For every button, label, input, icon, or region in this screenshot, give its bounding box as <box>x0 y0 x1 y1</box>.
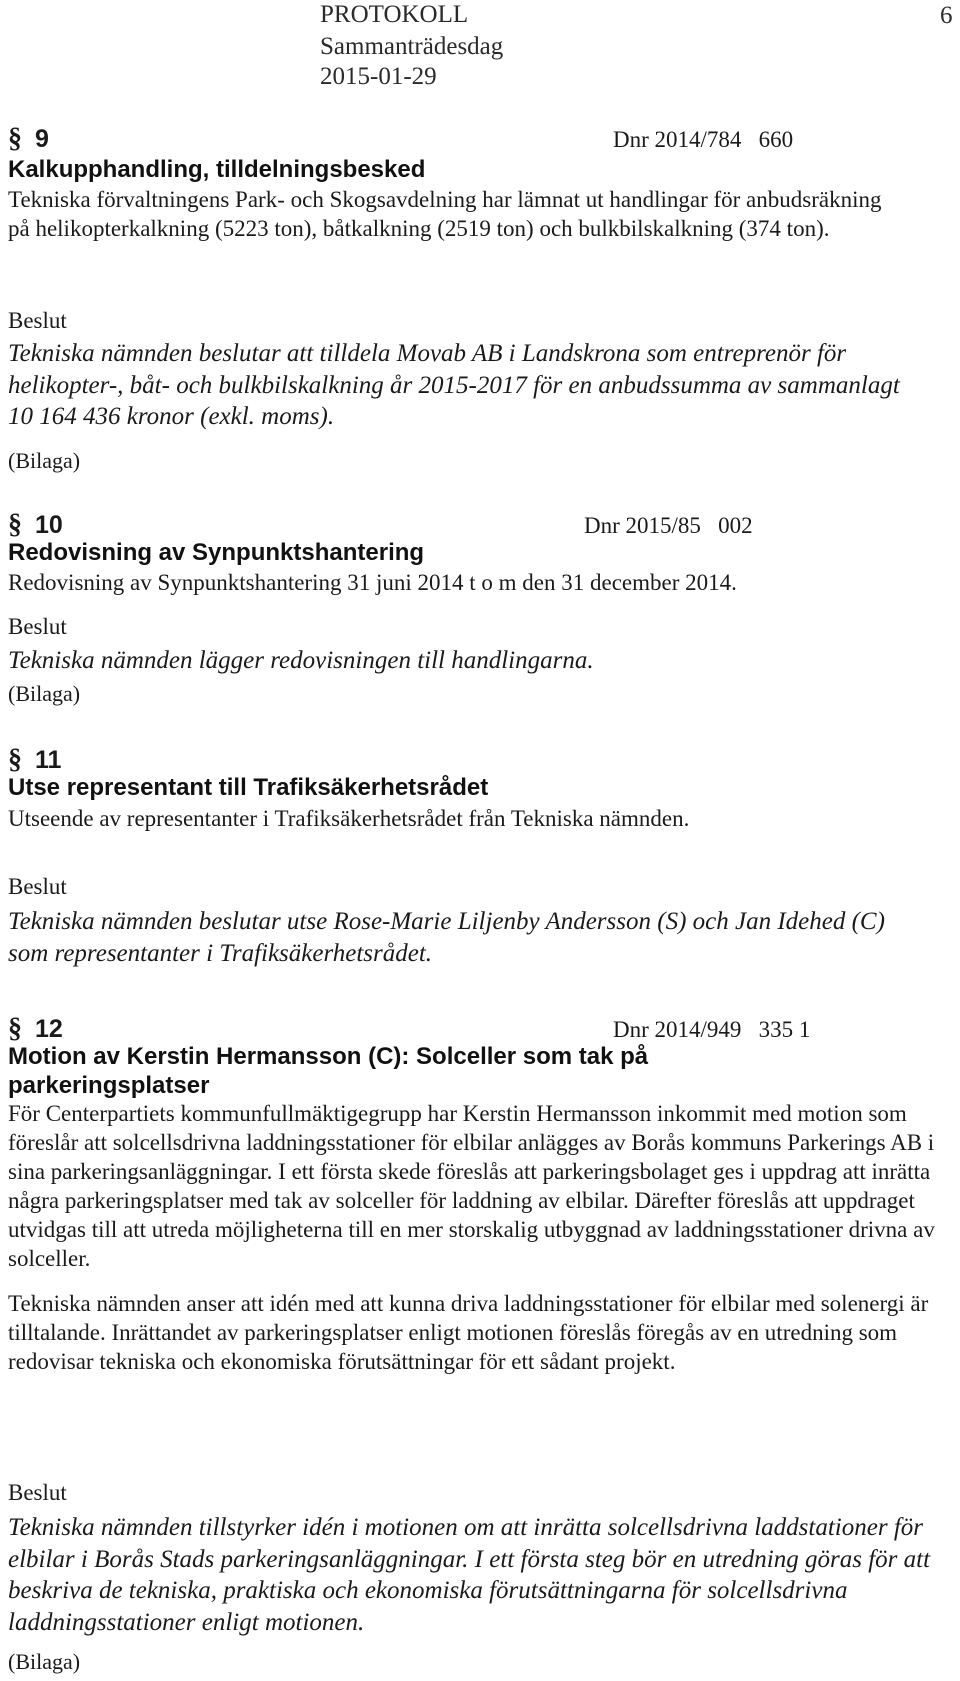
section-number: 10 <box>35 511 63 539</box>
paragraph-symbol: § <box>8 744 22 775</box>
page-number: 6 <box>940 2 953 29</box>
bilaga-note: (Bilaga) <box>8 681 81 706</box>
section-body: Tekniska förvaltningens Park- och Skogsavdelning har lämnat ut handlingar för anbudsräkning på helikopterkalkning (5223 ton), båtkalkning (2519 ton) och bulkbilskalkning (374 ton). <box>8 187 882 241</box>
bilaga-note: (Bilaga) <box>8 1649 81 1674</box>
beslut-label: Beslut <box>8 614 67 639</box>
beslut-label: Beslut <box>8 1480 67 1505</box>
section-title: Utse representant till Trafiksäkerhetsrådet <box>8 774 489 801</box>
section-body: Utseende av representanter i Trafiksäkerhetsrådet från Tekniska nämnden. <box>8 806 690 831</box>
decision-text: Tekniska nämnden tillstyrker idén i motionen om att inrätta solcellsdrivna laddstationer för elbilar i Borås Stads parkeringsanläggningar. I ett första steg bör en utredning göras för att beskriva de tekniska, praktiska och ekonomiska förutsättningarna för solcellsdrivna laddningsstationer enligt motionen. <box>8 1514 931 1636</box>
section-body-2: Tekniska nämnden anser att idén med att kunna driva laddningsstationer för elbilar med solenergi är tilltalande. Inrättandet av parkeringsplatser enligt motionen föreslås föregås av en utredning som redovisar tekniska och ekonomiska förutsättningar för ett sådant projekt. <box>8 1291 929 1374</box>
decision-text: Tekniska nämnden beslutar att tilldela Movab AB i Landskrona som entreprenör för helikopter-, båt- och bulkbilskalkning år 2015-2017 för en anbudssumma av sammanlagt 10 164 436 kronor (exkl. moms). <box>8 340 900 430</box>
section-number: 9 <box>35 125 49 153</box>
paragraph-symbol: § <box>8 123 22 154</box>
dnr-reference: Dnr 2014/784 660 <box>613 127 794 152</box>
meeting-date: 2015-01-29 <box>320 63 437 90</box>
section-heading <box>8 509 943 541</box>
beslut-label: Beslut <box>8 874 67 899</box>
bilaga-note: (Bilaga) <box>8 448 81 473</box>
section-heading <box>8 123 943 155</box>
section-body: Redovisning av Synpunktshantering 31 juni 2014 t o m den 31 december 2014. <box>8 570 737 595</box>
section-title: Redovisning av Synpunktshantering <box>8 539 425 566</box>
section-number: 11 <box>35 746 62 774</box>
dnr-reference: Dnr 2014/949 335 1 <box>613 1017 811 1042</box>
meeting-label: Sammanträdesdag <box>320 33 504 60</box>
section-number: 12 <box>35 1015 63 1043</box>
section-heading <box>8 744 943 776</box>
dnr-reference: Dnr 2015/85 002 <box>584 513 753 538</box>
section-body: För Centerpartiets kommunfullmäktigegrupp har Kerstin Hermansson inkommit med motion som föreslår att solcellsdrivna laddningsstationer för elbilar anlägges av Borås kommuns Parkerings AB i sina parkeringsanläggningar. I ett första skede föreslås att parkeringsbolaget ges i uppdrag att inrätta några parkeringsplatser med tak av solceller för laddning av elbilar. Därefter föreslås att uppdraget utvidgas till att utreda möjligheterna till en mer storskalig utbyggnad av laddningsstationer drivna av solceller. <box>8 1101 935 1271</box>
document-type: PROTOKOLL <box>320 1 469 28</box>
paragraph-symbol: § <box>8 1013 22 1044</box>
section-title: Motion av Kerstin Hermansson (C): Solceller som tak på parkeringsplatser <box>8 1043 649 1099</box>
section-heading <box>8 1013 943 1045</box>
decision-text: Tekniska nämnden beslutar utse Rose-Marie Liljenby Andersson (S) och Jan Idehed (C) som representanter i Trafiksäkerhetsrådet. <box>8 908 885 967</box>
decision-text: Tekniska nämnden lägger redovisningen till handlingarna. <box>8 647 594 674</box>
paragraph-symbol: § <box>8 509 22 540</box>
beslut-label: Beslut <box>8 308 67 333</box>
section-title: Kalkupphandling, tilldelningsbesked <box>8 156 426 183</box>
